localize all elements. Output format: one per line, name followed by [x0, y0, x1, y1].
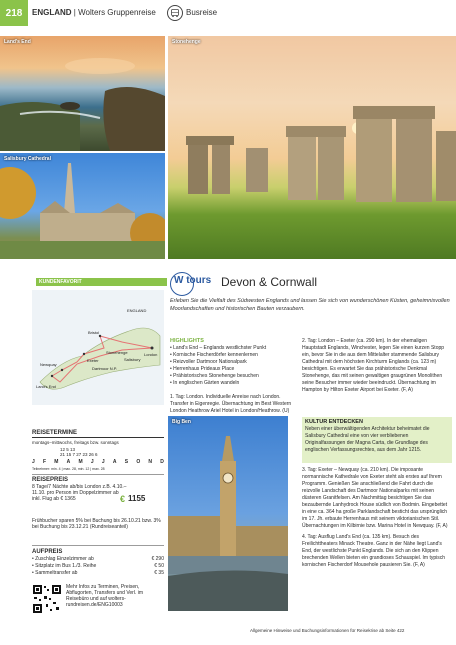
qr-info-text: Mehr Infos zu Terminen, Preisen, Abflugorten, Transfers und Verl. im Reisebüro und auf wolters-rundreisen.de/ENG10003 [66, 584, 143, 608]
map-label-england: ENGLAND [127, 308, 147, 313]
itinerary-day-1: 1. Tag: London. Individuelle Anreise nach London. Transfer in Eigenregie. Übernachtung im Best Western London Heathrow Ariel Hotel in London/Heathrow. (U) [170, 394, 292, 414]
month: A [66, 459, 71, 465]
bus-icon [167, 5, 183, 21]
photo-caption: Salisbury Cathedral [4, 156, 51, 162]
lands-end-photo [0, 36, 165, 151]
itinerary-day-3: 3. Tag: Exeter – Newquay (ca. 210 km). Die imposante normannische Kathedrale von Exeter steht als erstes auf Ihrem Programm. Genießen Sie anschließend die Fahrt durch die reizvolle Landschaft des Dartmoor Nationalparks mit seinen düsteren Granitfelsen. Am Nachmittag besichtigen Sie das bezaubernde Lanhydrock House südlich von Bodmin. Eingebettet in eine ca. 364 ha große Parklandschaft besticht das ursprünglich im 17. Jh. erbaute Herrenhaus mit seinem viktorianischen Stil. Übernachtungen im Kilbirnie bzw. Marina Hotel in Newquay. (F, A) [302, 467, 448, 529]
month: J [101, 459, 105, 465]
map-label-dartmoor: Dartmoor N.P. [92, 366, 118, 371]
itinerary-day-4: 4. Tag: Ausflug Land's End (ca. 135 km). Besuch des Freilichttheaters Minack Theatre. Ganz in der Nähe liegt Land's End, der westlichste Punkt Englands. Die sich an den Klippen brechenden Wellen bieten ein grandioses Schauspiel. Im typisch kornischen Fischerdorf Mousehole pausieren Sie. (F, A) [302, 534, 446, 568]
month: M [78, 459, 83, 465]
brand-logo-text: W tours [174, 275, 212, 286]
customer-favorite-badge: KUNDENFAVORIT [36, 278, 167, 286]
highlight-item: • In englischen Gärten wandeln [170, 380, 240, 386]
price-value: 1155 [128, 494, 146, 503]
culture-heading: KULTUR ENTDECKEN [305, 419, 363, 425]
travel-dates-heading: REISETERMINE [32, 430, 78, 436]
month: A [112, 459, 117, 465]
month: M [54, 459, 59, 465]
page-title: Devon & Cornwall [221, 275, 318, 289]
highlight-item: • Land's End – Englands westlichster Punkt [170, 345, 267, 351]
itinerary-day-3-4 [302, 467, 452, 569]
photo-caption: Stonehenge [172, 39, 201, 45]
surcharge-value: € 35 [154, 570, 164, 576]
header-region: ENGLAND [32, 8, 72, 17]
divider [32, 437, 164, 438]
surcharge-heading: AUFPREIS [32, 549, 63, 555]
culture-text: Neben einer überwältigenden Architektur beheimatet die Salisbury Cathedral eine von vier verbliebenen Originalfassungen der Magna Carta, die Grundlage des englischen Verfassungsrechtes, aus dem Jahr 1215. [305, 426, 430, 453]
stonehenge-photo [168, 36, 456, 259]
intro-text: Erleben Sie die Vielfalt des Südwesten Englands und lassen Sie sich von wunderschönen Küsten, geheimnisvollen Moorlandschaften und historischen Bauten verzaubern. [170, 298, 450, 312]
itinerary-day-2: 2. Tag: London – Exeter (ca. 290 km). In der ehemaligen Hauptstadt Englands, Winchester, legen Sie einen kurzen Stopp ein, bevor Sie in die aus dem Mittelalter stammende Salisbury Cathedral mit dem höchsten Kirchturm Englands (ca. 123 m) besichtigen. Es erwartet Sie das prähistorische Denkmal Stonehenge, das mit seinen gewaltigen graugrünen Monolithen seine Besucher immer wieder beeindruckt. Übernachtung im Hampton by Hilton Exeter Airport bei Exeter. (F, A) [302, 338, 445, 393]
months-row [32, 459, 164, 465]
month: N [148, 459, 153, 465]
map-label-london: London [144, 352, 158, 357]
dates-row-1: 12 5 13 [60, 447, 76, 452]
highlight-item: • Prähistorisches Stonehenge besuchen [170, 373, 259, 379]
header-breadcrumb: ENGLAND | Wolters Gruppenreise [32, 8, 156, 17]
photo-caption: Land's End [4, 39, 31, 45]
map-label-lands-end: Land's End [36, 384, 56, 389]
divider [32, 474, 164, 475]
dates-row-2: 21 15 7 27 23 26 6 [60, 452, 98, 457]
surcharge-value: € 290 [151, 556, 164, 562]
photo-caption: Big Ben [172, 419, 191, 425]
participants-note: Teilnehmer: min. 4 | max. 28, min. 12 | max. 28 [32, 467, 105, 471]
month: J [90, 459, 94, 465]
map-label-salisbury: Salisbury [124, 357, 141, 362]
category-label: Busreise [186, 8, 218, 17]
surcharge-row [32, 556, 164, 562]
month: D [160, 459, 164, 465]
culture-infobox [302, 417, 452, 463]
highlight-item: • Kornische Fischerdörfer kennenlernen [170, 352, 258, 358]
travel-dates-sub: montags–mittwochs, freitags bzw. sonntags [32, 440, 119, 445]
surcharge-row [32, 563, 164, 569]
surcharge-value: € 50 [154, 563, 164, 569]
footer-note: Allgemeine Hinweise und Buchungsinformationen für Reisekrise ab Seite 422 [250, 628, 405, 633]
highlight-item: • Herrenhaus Prideaux Place [170, 366, 235, 372]
month: J [32, 459, 35, 465]
map-label-exeter: Exeter [87, 358, 99, 363]
price-heading: REISEPREIS [32, 477, 69, 483]
price-text: 8 Tage/7 Nächte ab/bis London z.B. 4.10.–11.10. pro Person im Doppelzimmer ab inkl. Flug ab € 1365 [32, 484, 127, 502]
surcharge-label: • Zuschlag Einzelzimmer ab [32, 556, 94, 562]
surcharge-row [32, 570, 164, 576]
map-label-newquay: Newquay [40, 362, 57, 367]
travel-dates-days [60, 447, 160, 457]
qr-code-icon[interactable] [32, 584, 62, 614]
month: F [43, 459, 47, 465]
highlights-box [170, 338, 298, 387]
surcharge-label: • Sitzplatz im Bus 1./3. Reihe [32, 563, 97, 569]
route-map [32, 290, 164, 405]
month: O [136, 459, 141, 465]
early-booking-note: Frühbucher sparen 5% bei Buchung bis 26.10.21 bzw. 3% bei Buchung bis 23.12.21 (Rundreiseanteil) [32, 518, 161, 530]
header-group: Wolters Gruppenreise [78, 8, 156, 17]
price-currency: € [120, 494, 126, 504]
highlight-item: • Reizvoller Dartmoor Nationalpark [170, 359, 247, 365]
map-label-bristol: Bristol [88, 330, 100, 335]
month: S [124, 459, 129, 465]
surcharge-label: • Sammeltransfer ab [32, 570, 78, 576]
map-label-stonehenge: Stonehenge [106, 350, 128, 355]
page-number: 218 [0, 0, 28, 26]
divider [32, 545, 164, 546]
big-ben-photo [168, 416, 288, 611]
salisbury-photo [0, 153, 165, 259]
highlights-heading: HIGHLIGHTS [170, 338, 204, 344]
